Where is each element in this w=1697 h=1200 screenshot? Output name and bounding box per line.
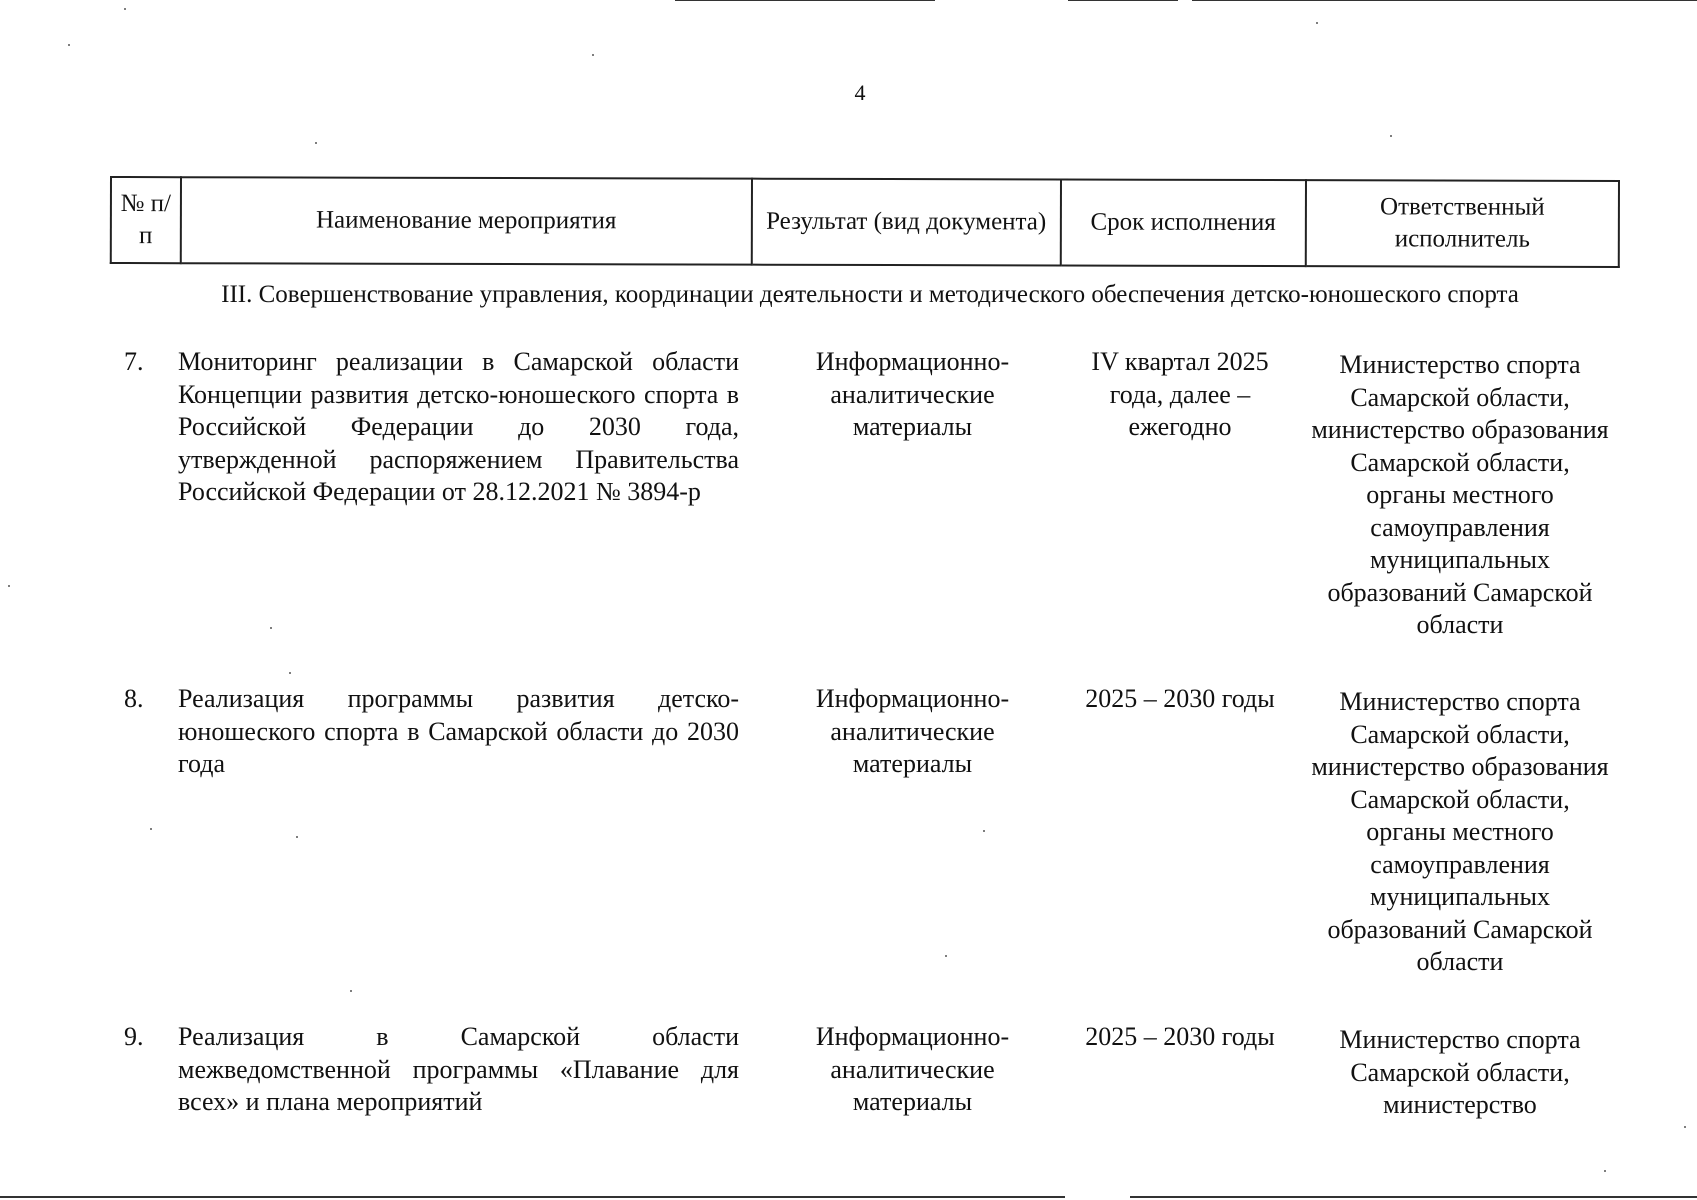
row-responsible: Министерство спорта Самарской области, министерство [1339, 1025, 1581, 1119]
row-responsible: Министерство спорта Самарской области, министерство образования Самарской области, органы местного самоуправления муниципальных образований Самарской области [1311, 687, 1609, 976]
section-title: III. Совершенствование управления, координации деятельности и методического обеспечения детско-юношеского спорта [221, 281, 1519, 308]
row-term: IV квартал 2025 года, далее – ежегодно [1091, 347, 1269, 441]
row-activity-name: Мониторинг реализации в Самарской области Концепции развития детско-юношеского спорта в Российской Федерации до 2030 года, утвержденной распоряжением Правительства Российской Федерации от 28.12.2021 № 3894-р [178, 347, 739, 506]
scan-speckle [150, 828, 152, 830]
scan-speckle [315, 142, 317, 144]
scan-speckle [1604, 1170, 1606, 1172]
row-activity-name: Реализация программы развития детско-юношеского спорта в Самарской области до 2030 года [178, 684, 739, 778]
scan-line-top-3 [1192, 0, 1697, 1]
page-number: 4 [854, 80, 866, 105]
header-cell-result: Результат (вид документа) [752, 179, 1061, 266]
scan-speckle [983, 830, 985, 832]
scan-speckle [289, 672, 291, 674]
header-cell-term: Срок исполнения [1060, 179, 1305, 266]
scan-line-top-1 [675, 0, 935, 1]
scan-speckle [350, 990, 352, 992]
scan-speckle [124, 8, 126, 10]
row-number: 9. [124, 1022, 144, 1051]
scan-speckle [296, 836, 298, 838]
scan-speckle [8, 585, 10, 587]
row-responsible: Министерство спорта Самарской области, министерство образования Самарской области, органы местного самоуправления муниципальных образований Самарской области [1311, 350, 1609, 639]
scan-speckle [68, 44, 70, 46]
header-cell-name: Наименование мероприятия [181, 177, 752, 264]
table-header [110, 176, 1620, 268]
scan-speckle [1684, 1126, 1686, 1128]
row-number: 7. [124, 347, 144, 376]
scan-line-top-2 [1068, 0, 1178, 1]
scan-speckle [270, 627, 272, 629]
scan-speckle [945, 955, 947, 957]
scan-speckle [592, 54, 594, 56]
row-term: 2025 – 2030 годы [1085, 1022, 1275, 1051]
row-number: 8. [124, 684, 144, 713]
row-activity-name: Реализация в Самарской области межведомственной программы «Плавание для всех» и плана мероприятий [178, 1022, 739, 1116]
header-cell-num: № п/п [111, 177, 181, 263]
header-cell-responsible: Ответственный исполнитель [1306, 180, 1619, 267]
scan-line-bottom [0, 1196, 1065, 1198]
row-result: Информационно-аналитические материалы [815, 347, 1010, 441]
scan-speckle [1390, 135, 1392, 137]
row-result: Информационно-аналитические материалы [815, 684, 1010, 778]
scan-speckle [1316, 22, 1318, 24]
scan-line-bottom-right [1130, 1196, 1697, 1198]
row-term: 2025 – 2030 годы [1085, 684, 1275, 713]
row-result: Информационно-аналитические материалы [815, 1022, 1010, 1116]
